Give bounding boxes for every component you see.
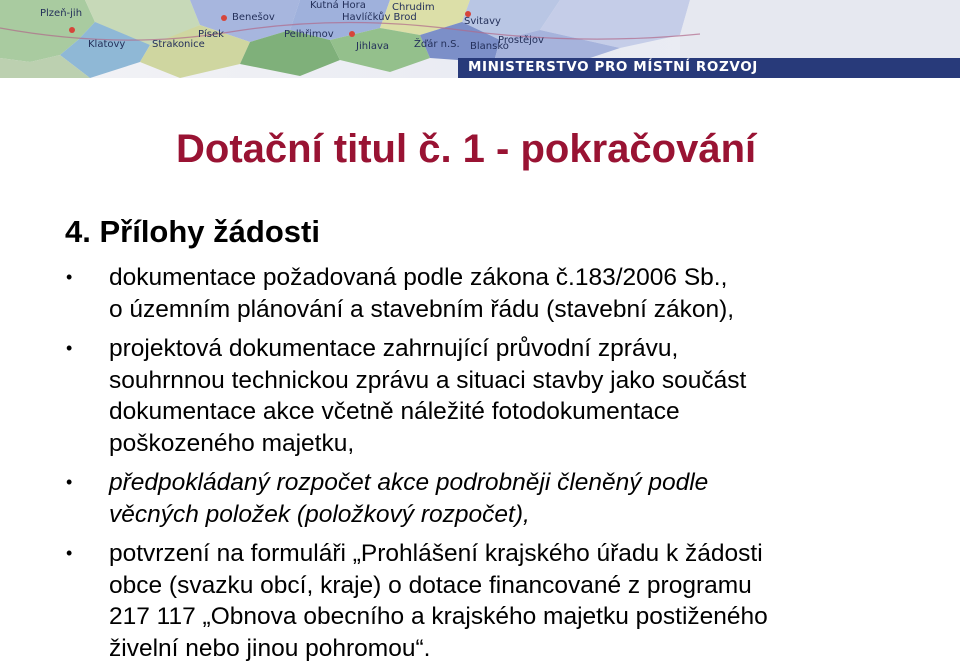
list-item (66, 333, 946, 459)
list-item (66, 262, 946, 325)
svg-text:Žďár n.S.: Žďár n.S. (414, 39, 460, 50)
header-banner (0, 0, 960, 78)
bullet-icon: • (66, 543, 73, 563)
list-item (66, 467, 946, 530)
svg-text:Jihlava: Jihlava (356, 41, 390, 52)
list-item (66, 538, 946, 664)
svg-text:Prostějov: Prostějov (498, 35, 544, 46)
ministry-name: MINISTERSTVO PRO MÍSTNÍ ROZVOJ (468, 59, 758, 75)
svg-text:Havlíčkův Brod: Havlíčkův Brod (342, 12, 417, 23)
list-item-text: projektová dokumentace zahrnující průvodní zprávu, souhrnnou technickou zprávu a situaci stavby jako součást dokumentace akce včetně náležité fotodokumentace poškozeného majetku, (109, 335, 747, 457)
list-item-text: předpokládaný rozpočet akce podrobněji členěný podle věcných položek (položkový rozpočet), (109, 469, 709, 528)
svg-text:Strakonice: Strakonice (152, 39, 205, 50)
bullet-icon: • (66, 472, 73, 492)
bullet-icon: • (66, 338, 73, 358)
svg-text:Klatovy: Klatovy (88, 39, 126, 50)
svg-text:Plzeň-jih: Plzeň-jih (40, 8, 83, 19)
list-item-text: potvrzení na formuláři „Prohlášení krajského úřadu k žádosti obce (svazku obcí, kraje) o dotace financované z programu 217 117 „Obnova obecního a krajského majetku postiženého živelní nebo jinou pohromou“. (109, 540, 768, 662)
svg-text:Chrudim: Chrudim (392, 2, 435, 13)
svg-text:Svitavy: Svitavy (464, 16, 501, 27)
svg-text:Písek: Písek (198, 29, 224, 40)
list-item-text: dokumentace požadovaná podle zákona č.183/2006 Sb., o územním plánování a stavebním řádu (stavební zákon), (109, 264, 735, 323)
svg-text:Benešov: Benešov (232, 12, 275, 23)
svg-text:Kutná Hora: Kutná Hora (310, 0, 366, 11)
svg-text:Blansko: Blansko (470, 41, 509, 52)
section-heading: 4. Přílohy žádosti (65, 214, 320, 249)
attachments-list (66, 262, 946, 672)
slide-title: Dotační titul č. 1 - pokračování (176, 127, 757, 171)
svg-text:Pelhřimov: Pelhřimov (284, 29, 334, 40)
bullet-icon: • (66, 267, 73, 287)
